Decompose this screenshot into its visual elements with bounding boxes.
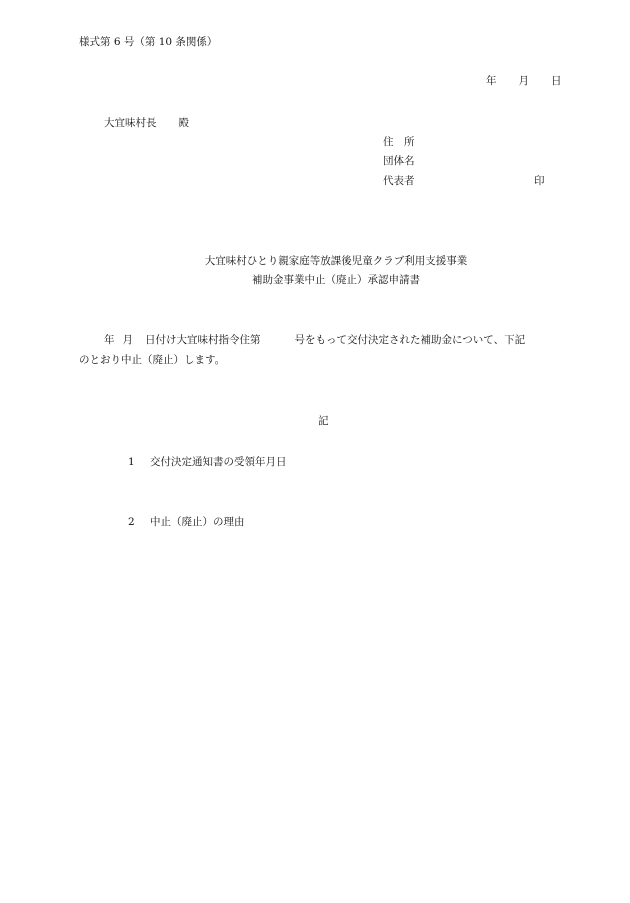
list-item bbox=[128, 456, 287, 469]
date-year-label: 年 bbox=[486, 75, 497, 87]
body-text-after: 号をもって交付決定された補助金について、下記 bbox=[294, 334, 526, 346]
body-text-line1 bbox=[104, 334, 525, 347]
body-month-label: 月 bbox=[122, 334, 133, 346]
seal-label: 印 bbox=[534, 175, 545, 187]
body-text-line2: のとおり中止（廃止）します。 bbox=[79, 354, 226, 366]
addressee-honorific: 殿 bbox=[178, 117, 189, 129]
item-text: 交付決定通知書の受領年月日 bbox=[150, 456, 287, 468]
body-year-label: 年 bbox=[104, 334, 115, 346]
document-title-line1: 大宜味村ひとり親家庭等放課後児童クラブ利用支援事業 bbox=[204, 255, 468, 267]
date-month-label: 月 bbox=[518, 75, 529, 87]
item-number: 1 bbox=[128, 456, 135, 468]
body-date-reference: 日付け大宜味村指令住第 bbox=[145, 334, 261, 346]
document-title-line2: 補助金事業中止（廃止）承認申請書 bbox=[252, 274, 420, 286]
addressee bbox=[104, 117, 189, 130]
addressee-name: 大宜味村長 bbox=[104, 117, 157, 129]
ki-heading: 記 bbox=[318, 415, 329, 427]
date-day-label: 日 bbox=[551, 75, 562, 87]
organization-label: 団体名 bbox=[383, 155, 415, 167]
form-number: 様式第 6 号（第 10 条関係） bbox=[79, 36, 218, 48]
list-item bbox=[128, 516, 245, 529]
representative-label: 代表者 bbox=[383, 175, 415, 187]
address-label: 住 所 bbox=[383, 136, 415, 148]
item-number: 2 bbox=[128, 516, 135, 528]
item-text: 中止（廃止）の理由 bbox=[150, 516, 245, 528]
date-line bbox=[486, 75, 562, 88]
